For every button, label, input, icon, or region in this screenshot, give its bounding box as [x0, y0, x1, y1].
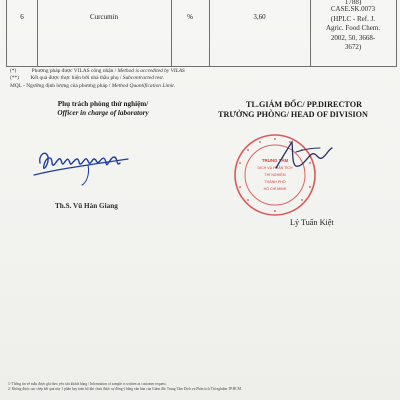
result-cell	[209, 0, 311, 66]
director-line2: TRƯỞNG PHÒNG/ HEAD OF DIVISION	[218, 109, 368, 119]
stamp-line: DỊCH VỤ PHÂN TÍCH	[257, 166, 293, 170]
method-line: 3672)	[344, 43, 362, 52]
stamp-line: TRUNG TÂM	[261, 158, 289, 163]
footer-line: 2/ Không được sao chép kết quả này 1 phần hay toàn bộ khi chưa được sự đồng ý bằng văn bản của Giám đốc Trung Tâm Dịch vụ Phân tích Thí nghiệm TP.HCM.	[8, 387, 242, 391]
note-vn: Ngưỡng định lượng của phương pháp /	[26, 82, 111, 89]
table-notes	[10, 68, 185, 90]
note-en: Method Quantification Limit.	[111, 82, 176, 89]
method-line: (HPLC - Ref. J.	[330, 14, 376, 23]
note-en: Subcontracted test.	[122, 75, 165, 82]
director-name: Lý Tuấn Kiệt	[290, 218, 334, 227]
note-mark: MQL -	[10, 82, 25, 89]
method-line: Agric. Food Chem.	[325, 24, 381, 33]
stamp-line: HỒ CHÍ MINH	[263, 187, 287, 191]
parameter-cell	[37, 0, 172, 66]
officer-title-en: Officer in charge of laboratory	[57, 108, 149, 117]
footer-notes	[8, 382, 242, 392]
director-signature	[262, 128, 342, 188]
officer-name: Th.S. Vũ Hàn Giang	[55, 202, 118, 210]
note-line	[10, 75, 185, 82]
row-number-cell	[7, 0, 38, 66]
officer-signature	[28, 135, 138, 195]
method-line: 1788)	[344, 0, 362, 5]
note-en: Method is accredited by VILAS	[117, 68, 185, 74]
note-vn: Phương pháp được VILAS công nhận /	[31, 68, 117, 74]
officer-title-vn: Phụ trách phòng thử nghiệm/	[57, 100, 149, 108]
stamp-line: THÀNH PHỐ	[264, 180, 286, 184]
method-line: 2002, 50, 3668-	[330, 33, 376, 42]
method-text	[310, 2, 396, 53]
row-number: 6	[20, 13, 24, 21]
note-vn: Kết quả được thực hiện bởi nhà thầu phụ /	[30, 75, 122, 82]
stamp-line: THÍ NGHIỆM	[264, 173, 286, 177]
parameter-name: Curcumin	[90, 13, 118, 21]
results-table-row	[6, 0, 397, 67]
unit: %	[187, 13, 193, 21]
note-mark: (*)	[10, 68, 17, 74]
director-title	[218, 100, 398, 119]
note-mark: (**)	[10, 75, 19, 82]
director-line1: TL.GIÁM ĐỐC/ PP.DIRECTOR	[246, 100, 363, 109]
officer-title	[38, 100, 168, 117]
method-line: CASE.SK.0073	[330, 5, 376, 13]
result-value: 3,60	[253, 13, 266, 21]
footer-line: 1/ Thông tin về mẫu được ghi theo yêu cầu khách hàng / Information of sample is written as customer request.	[8, 382, 167, 386]
method-cell	[310, 0, 396, 66]
unit-cell	[171, 0, 210, 66]
note-line	[10, 83, 185, 90]
